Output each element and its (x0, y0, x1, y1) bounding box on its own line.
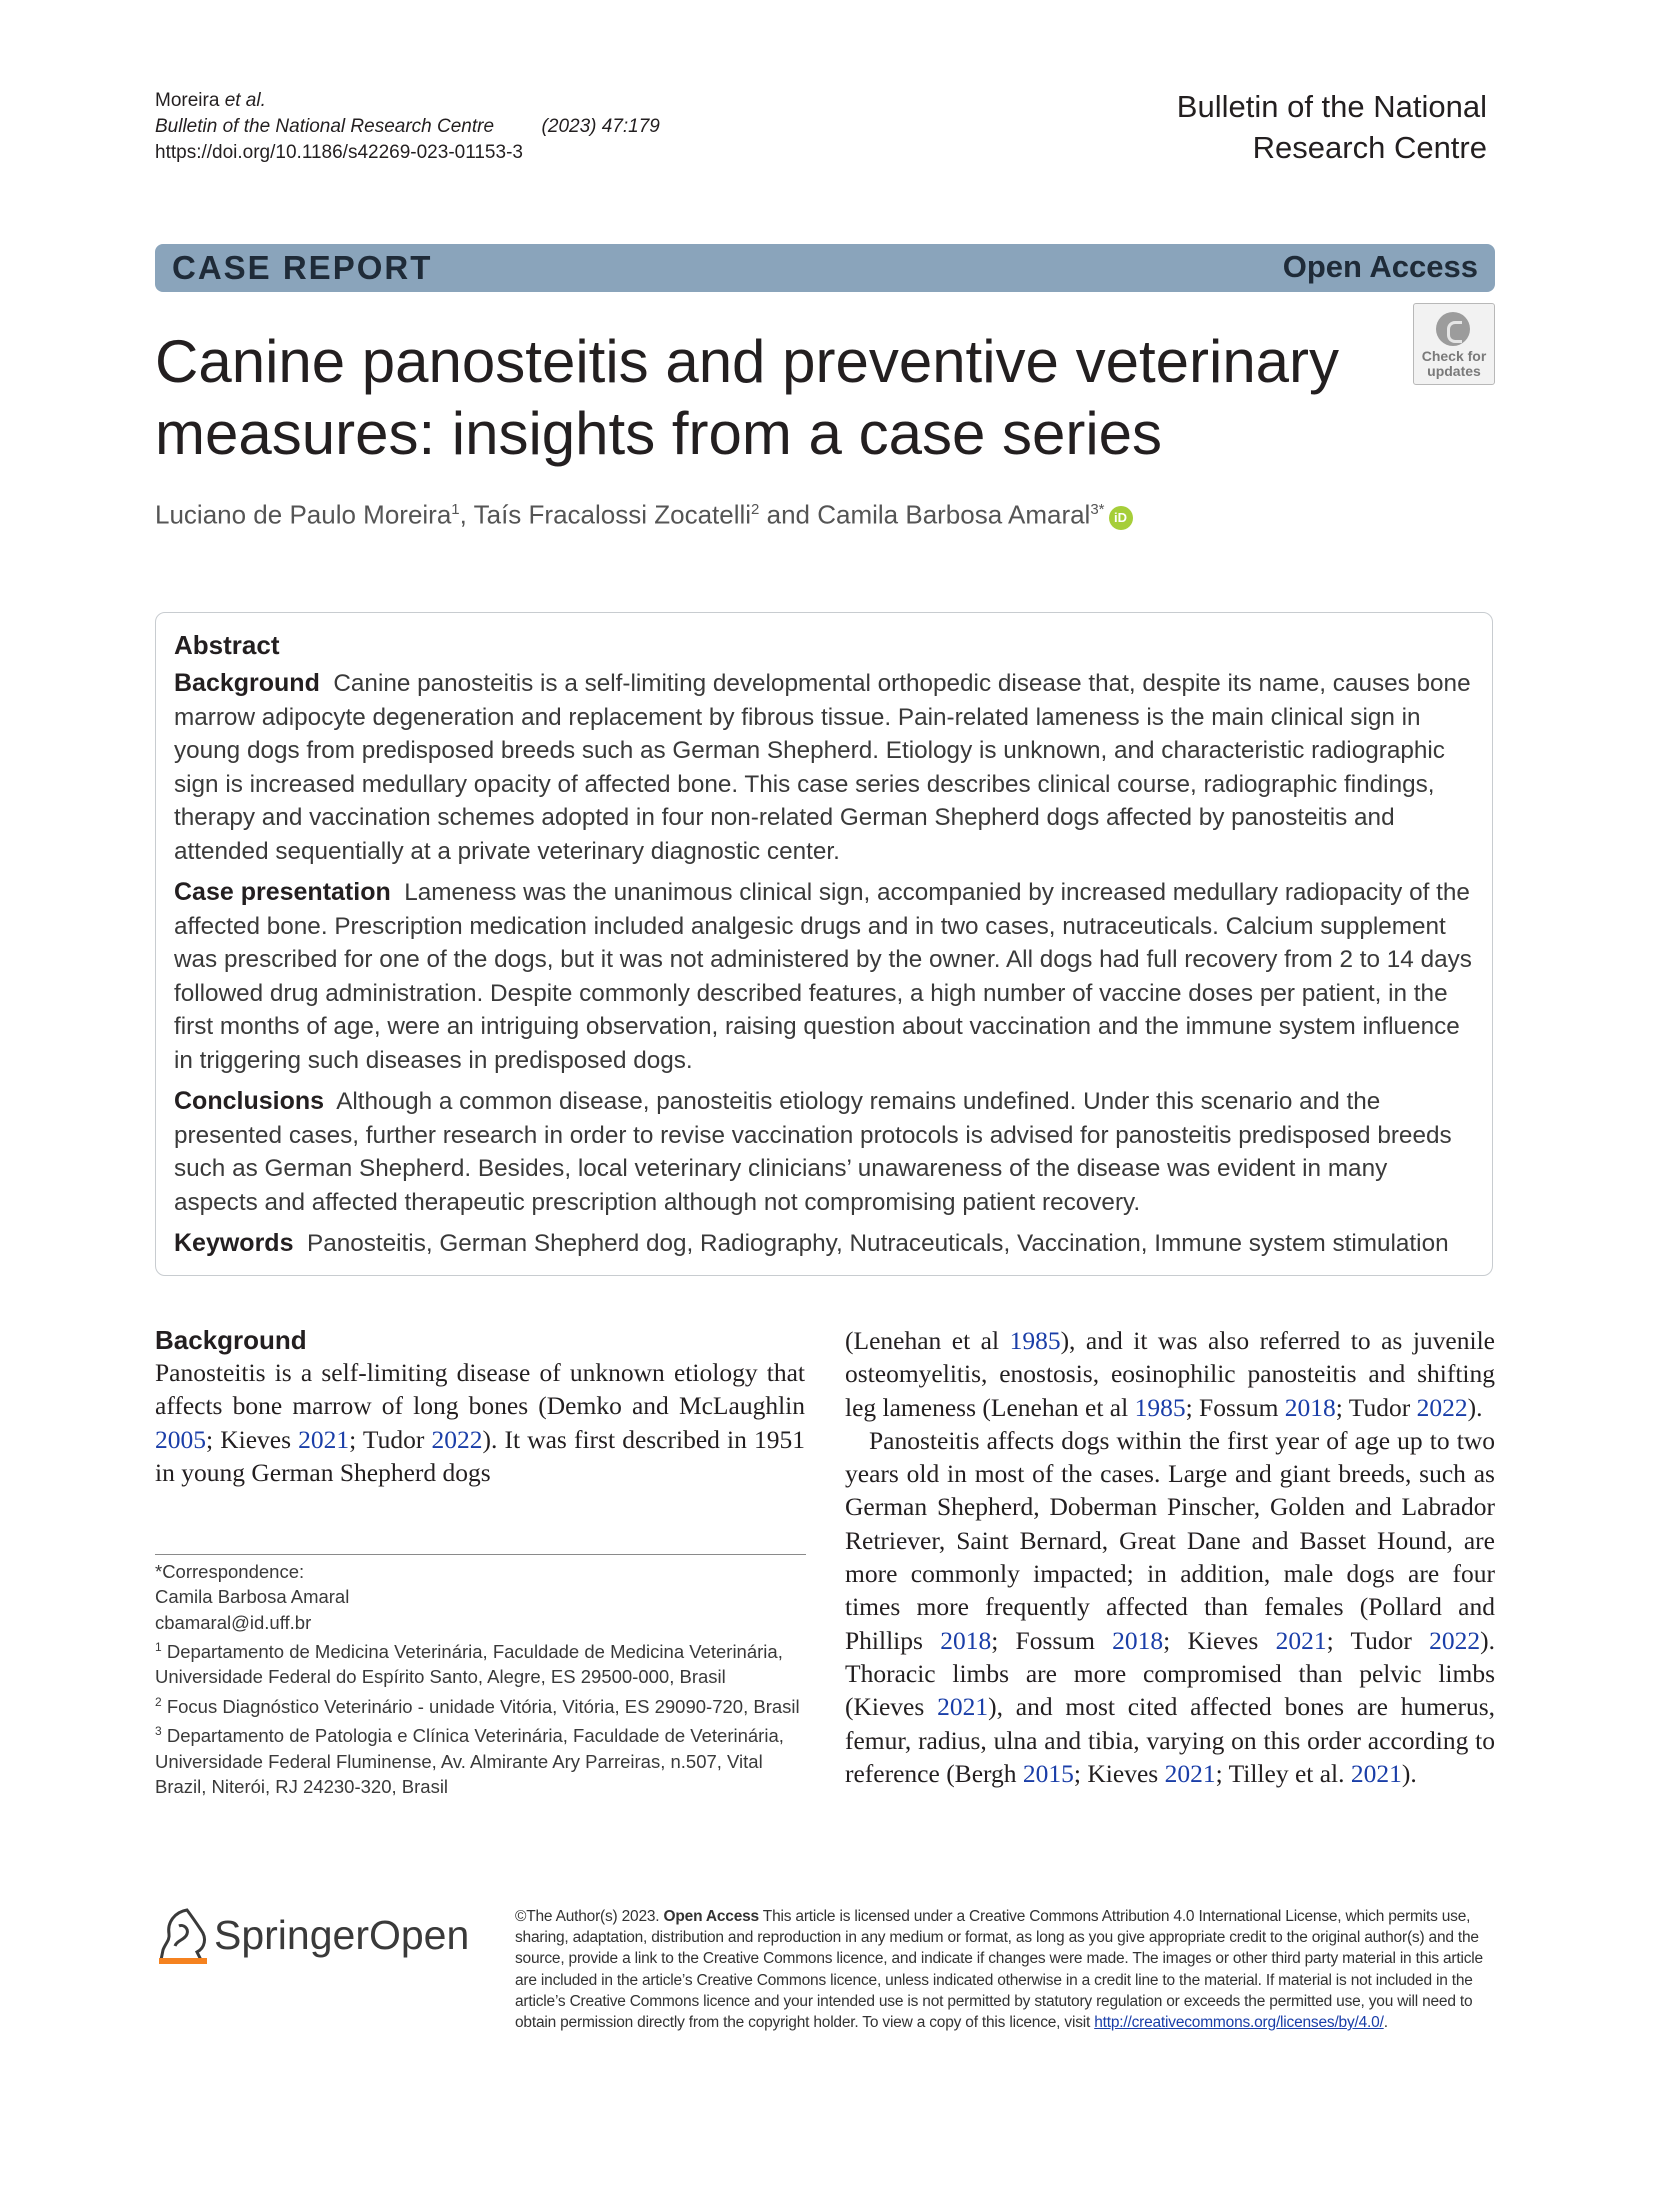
header-et-al: et al. (224, 90, 266, 111)
footnotes (155, 1559, 805, 1799)
license-copyright: ©The Author(s) 2023. (515, 1908, 664, 1925)
text-run: (Lenehan et al (845, 1326, 1010, 1355)
citation-link[interactable]: 2021 (1275, 1625, 1327, 1655)
license-statement (515, 1906, 1495, 2033)
author-list (155, 493, 1133, 532)
header-doi[interactable]: https://doi.org/10.1186/s42269-023-01153-3 (155, 142, 523, 163)
text-run: ). (1401, 1758, 1417, 1788)
open-access-label: Open Access (1282, 249, 1478, 284)
affiliation-2 (155, 1690, 805, 1719)
citation-link[interactable]: 2005 (155, 1424, 206, 1454)
citation-link[interactable]: 2022 (1429, 1625, 1481, 1655)
affiliation-1 (155, 1635, 805, 1690)
citation-link[interactable]: 1985 (1134, 1392, 1186, 1422)
check-updates-icon (1436, 312, 1470, 346)
author-affiliation: 3* (1090, 501, 1105, 518)
affiliation-text: Departamento de Medicina Veterinária, Faculdade de Medicina Veterinária, Universidade Federal do Espírito Santo, Alegre, ES 29500-000, Brasil (155, 1641, 783, 1688)
article-title (155, 326, 1385, 470)
correspondence-name: Camila Barbosa Amaral (155, 1586, 350, 1608)
journal-name-line2: Research Centre (1252, 130, 1487, 165)
check-updates-line2: updates (1427, 363, 1481, 379)
author-affiliation: 1 (451, 501, 460, 518)
abstract-section-text: Lameness was the unanimous clinical sign, accompanied by increased medullary radiopacity of the affected bone. Prescription medication included analgesic drugs and in two cases, nutraceuticals. Calcium supplement was prescribed for one of the dogs, but it was not administered by the owner. All dogs had full recovery from 2 to 14 days followed drug administration. Despite commonly described features, a high number of vaccine doses per patient, in the first months of age, were an intriguing observation, raising question about vaccination and the immune system influence in triggering such diseases in predisposed dogs. (174, 879, 1472, 1074)
text-run: ). (1467, 1392, 1483, 1422)
text-run: ; Kieves (1073, 1758, 1165, 1788)
text-run: ; Tudor (1335, 1392, 1417, 1422)
check-updates-text (1414, 349, 1494, 379)
citation-link[interactable]: 2021 (1350, 1758, 1402, 1788)
springer-open-logo (214, 1909, 469, 1961)
title-line1: Canine panosteitis and preventive veterinary (155, 328, 1340, 395)
license-link[interactable]: http://creativecommons.org/licenses/by/4.0/ (1094, 2014, 1384, 2032)
abstract-background (174, 667, 1474, 868)
text-run: ; Tilley et al. (1215, 1758, 1351, 1788)
abstract-section-text: Panosteitis, German Shepherd dog, Radiography, Nutraceuticals, Vaccination, Immune system stimulation (307, 1230, 1449, 1257)
citation-link[interactable]: 2018 (1284, 1392, 1336, 1422)
citation-link[interactable]: 2018 (1112, 1625, 1164, 1655)
abstract-section-label: Keywords (174, 1229, 294, 1257)
author-name: Camila Barbosa Amaral (817, 499, 1091, 530)
text-run: ), and it was also referred to as juvenile osteomyelitis, enostosis, eosinophilic panosteitis and shifting leg lameness (Lenehan et al (845, 1326, 1495, 1422)
affiliation-text: Focus Diagnóstico Veterinário - unidade Vitória, Vitória, ES 29090-720, Brasil (161, 1695, 800, 1717)
text-run: ; Tudor (349, 1424, 432, 1454)
author-separator: , (459, 499, 474, 530)
citation-link[interactable]: 2022 (1416, 1392, 1468, 1422)
springer-horse-icon (157, 1906, 209, 1966)
header-journal: Bulletin of the National Research Centre (155, 116, 495, 137)
correspondence-email[interactable]: cbamaral@id.uff.br (155, 1611, 312, 1633)
license-text: This article is licensed under a Creative Commons Attribution 4.0 International License, which permits use, sharing, adaptation, distribution and reproduction in any medium or format, as long as you give appropriate credit to the original author(s) and the source, provide a link to the Creative Commons licence, and indicate if changes were made. The images or other third party material in this article are included in the article’s Creative Commons licence, unless indicated otherwise in a credit line to the material. If material is not included in the article’s Creative Commons licence and your intended use is not permitted by statutory regulation or exceeds the permitted use, you will need to obtain permission directly from the copyright holder. To view a copy of this licence, visit (515, 1908, 1483, 2032)
citation-link[interactable]: 2022 (431, 1424, 483, 1454)
header-author: Moreira (155, 90, 220, 111)
journal-name-line1: Bulletin of the National (1176, 89, 1487, 124)
abstract-section-text: Canine panosteitis is a self-limiting developmental orthopedic disease that, despite its name, causes bone marrow adipocyte degeneration and replacement by fibrous tissue. Pain-related lameness is the main clinical sign in young dogs from predisposed breeds such as German Shepherd. Etiology is unknown, and characteristic radiographic sign is increased medullary opacity of affected bone. This case series describes clinical course, radiographic findings, therapy and vaccination schemes adopted in four non-related German Shepherd dogs affected by panosteitis and attended sequentially at a private veterinary diagnostic center. (174, 670, 1471, 865)
abstract-keywords (174, 1227, 1474, 1261)
text-run: ; Kieves (1163, 1625, 1276, 1655)
orcid-icon[interactable]: iD (1109, 506, 1133, 530)
text-run: ). It was first described in 1951 in young German Shepherd dogs (155, 1424, 805, 1487)
running-header (155, 88, 660, 166)
body-paragraph (845, 1324, 1495, 1424)
text-run: ; Kieves (206, 1424, 299, 1454)
affiliation-3 (155, 1719, 805, 1799)
abstract-conclusions (174, 1085, 1474, 1219)
citation-link[interactable]: 1985 (1009, 1326, 1061, 1355)
body-column-left (155, 1324, 805, 1489)
citation-link[interactable]: 2018 (940, 1625, 992, 1655)
header-volume: (2023) 47:179 (541, 116, 660, 137)
license-end: . (1383, 2014, 1388, 2032)
citation-link[interactable]: 2021 (298, 1424, 350, 1454)
check-updates-line1: Check for (1421, 348, 1487, 364)
abstract-section-label: Background (174, 669, 320, 697)
citation-link[interactable]: 2015 (1022, 1758, 1074, 1788)
author-separator: and (759, 499, 818, 530)
publisher-open: Open (368, 1912, 470, 1958)
author-name: Luciano de Paulo Moreira (155, 499, 452, 530)
section-heading: Background (155, 1325, 307, 1355)
affiliation-text: Departamento de Patologia e Clínica Veterinária, Faculdade de Veterinária, Universidade Federal Fluminense, Av. Almirante Ary Parreiras, n.507, Vital Brazil, Niterói, RJ 24230-320, Brasil (155, 1725, 784, 1797)
affiliation-marker: 1 (155, 1639, 162, 1654)
footnote-divider (155, 1554, 806, 1555)
text-run: Panosteitis affects dogs within the first year of age up to two years old in most of the cases. Large and giant breeds, such as German Shepherd, Doberman Pinscher, Golden and Labrador Retriever, Saint Bernard, Great Dane and Basset Hound, are more commonly impacted; in addition, male dogs are four times more frequently affected than females (Pollard and Phillips (845, 1425, 1495, 1655)
author-affiliation: 2 (751, 501, 760, 518)
text-run: ; Fossum (1185, 1392, 1285, 1422)
text-run: ; Tudor (1326, 1625, 1430, 1655)
check-for-updates-badge[interactable] (1413, 303, 1495, 385)
license-open-access: Open Access (663, 1908, 759, 1925)
abstract-content (174, 629, 1474, 1269)
author-name: Taís Fracalossi Zocatelli (473, 499, 752, 530)
text-run: Panosteitis is a self-limiting disease of unknown etiology that affects bone marrow of long bones (Demko and McLaughlin (155, 1358, 805, 1421)
correspondence-label: *Correspondence: (155, 1561, 305, 1582)
abstract-section-label: Case presentation (174, 878, 391, 906)
body-column-right (845, 1324, 1495, 1790)
affiliation-marker: 3 (155, 1724, 162, 1739)
abstract-heading: Abstract (174, 630, 280, 660)
abstract-section-label: Conclusions (174, 1087, 325, 1115)
abstract-case-presentation (174, 876, 1474, 1077)
citation-link[interactable]: 2021 (1164, 1758, 1216, 1788)
body-paragraph (845, 1424, 1495, 1790)
text-run: ). Thoracic limbs are more compromised than pelvic limbs (Kieves (845, 1625, 1495, 1722)
citation-link[interactable]: 2021 (937, 1692, 989, 1722)
affiliation-marker: 2 (155, 1694, 162, 1709)
publisher-name: Springer (214, 1912, 369, 1958)
title-line2: measures: insights from a case series (155, 400, 1163, 467)
text-run: ; Fossum (991, 1625, 1113, 1655)
article-type-label: CASE REPORT (172, 249, 433, 286)
body-paragraph (155, 1356, 805, 1489)
text-run: ), and most cited affected bones are humerus, femur, radius, ulna and tibia, varying on this order according to reference (Bergh (845, 1692, 1495, 1788)
abstract-section-text: Although a common disease, panosteitis etiology remains undefined. Under this scenario and the presented cases, further research in order to revise vaccination protocols is advised for panosteitis predisposed breeds such as German Shepherd. Besides, local veterinary clinicians’ unawareness of the disease was evident in many aspects and affected therapeutic prescription although not compromising patient recovery. (174, 1088, 1452, 1216)
journal-name (1067, 86, 1487, 168)
